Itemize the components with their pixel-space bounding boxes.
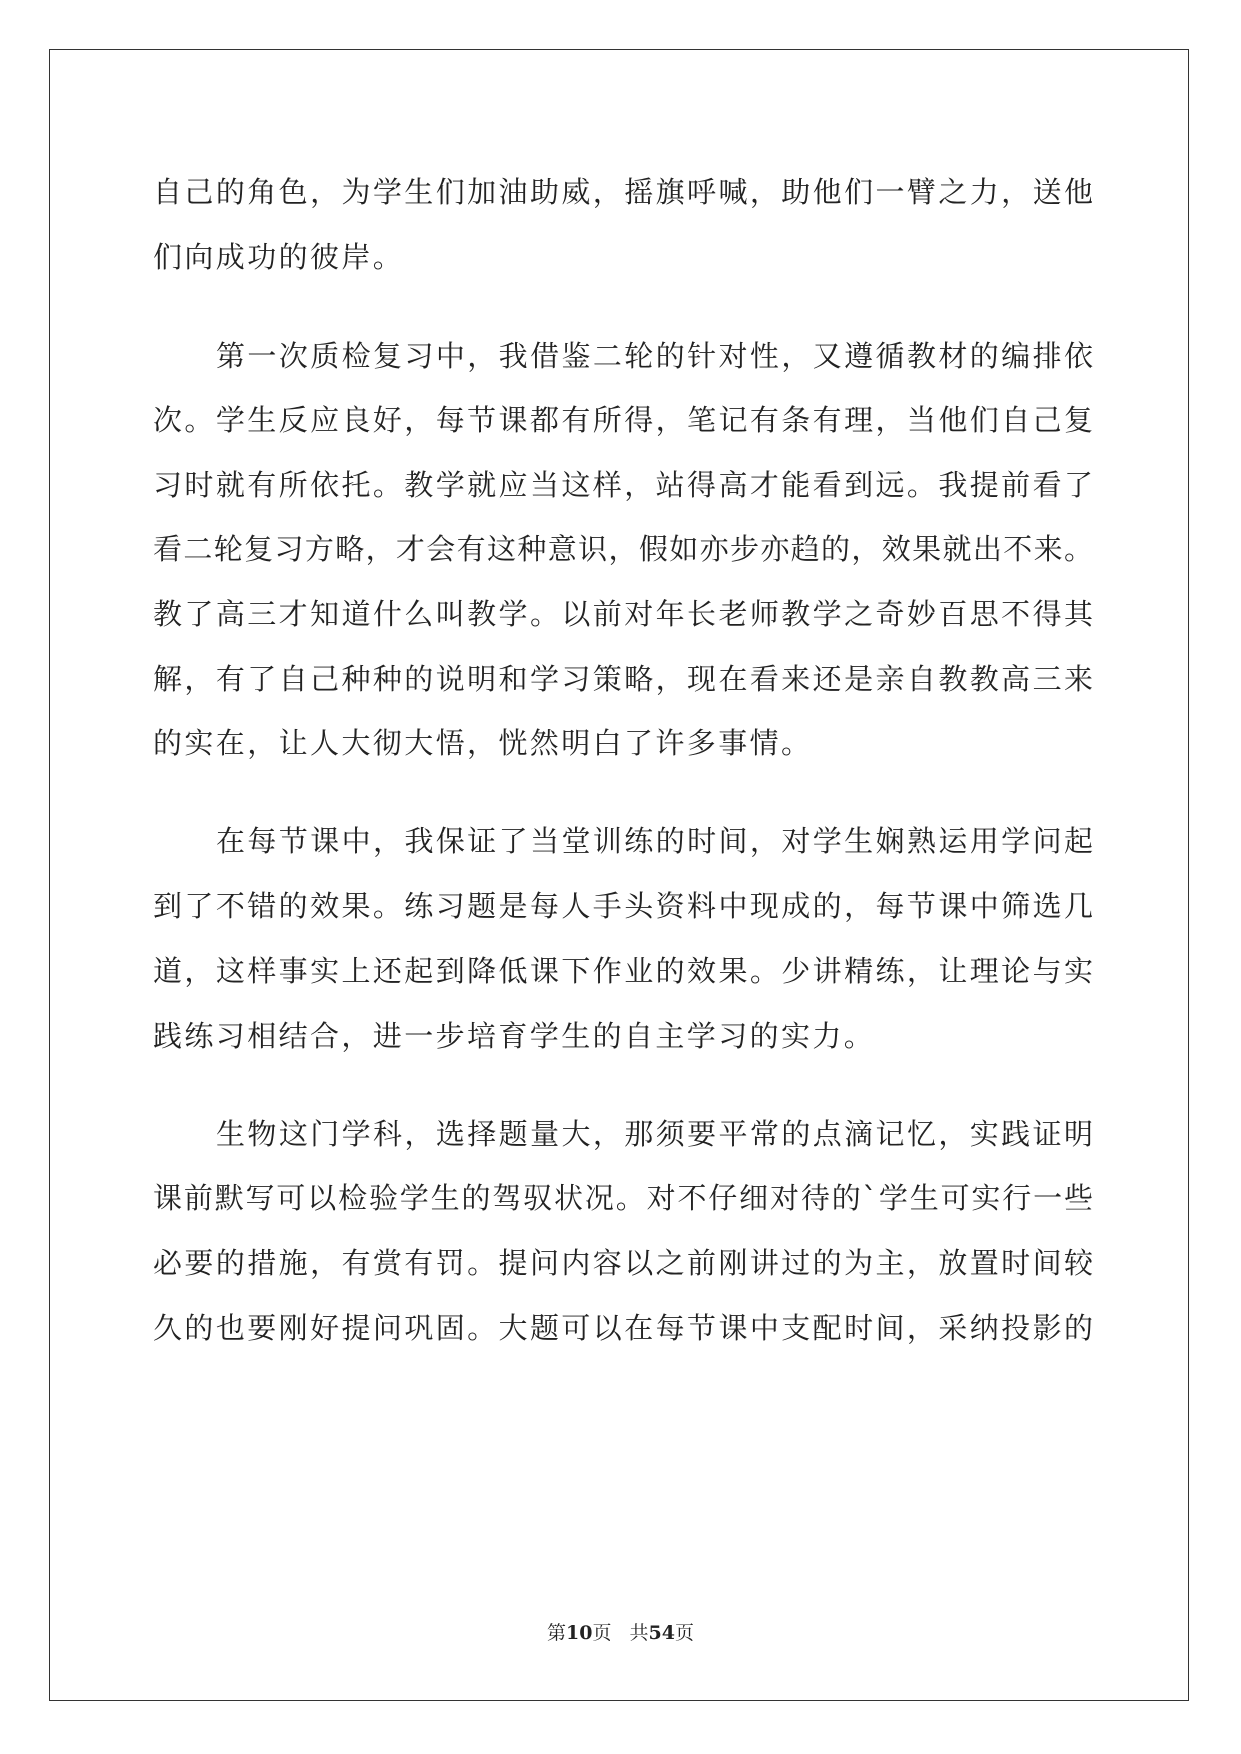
page-total: 54 bbox=[648, 1622, 675, 1644]
text-line: 课前默写可以检验学生的驾驭状况。对不仔细对待的`学生可实行一些 bbox=[153, 1181, 1093, 1215]
paragraph-first-line: 生物这门学科，选择题量大，那须要平常的点滴记忆，实践证明 bbox=[216, 1117, 1093, 1151]
text-line: 看二轮复习方略，才会有这种意识，假如亦步亦趋的，效果就出不来。 bbox=[153, 532, 1093, 566]
text-line: 次。学生反应良好，每节课都有所得，笔记有条有理，当他们自己复 bbox=[153, 403, 1093, 437]
text-line: 道，这样事实上还起到降低课下作业的效果。少讲精练，让理论与实 bbox=[153, 954, 1093, 988]
paragraph-first-line: 在每节课中，我保证了当堂训练的时间，对学生娴熟运用学问起 bbox=[216, 824, 1093, 858]
total-suffix: 页 bbox=[674, 1622, 694, 1644]
text-line: 习时就有所依托。教学就应当这样，站得高才能看到远。我提前看了 bbox=[153, 468, 1093, 502]
text-line: 到了不错的效果。练习题是每人手头资料中现成的，每节课中筛选几 bbox=[153, 889, 1093, 923]
page-footer bbox=[0, 1618, 1241, 1645]
text-line: 的实在，让人大彻大悟，恍然明白了许多事情。 bbox=[153, 726, 813, 760]
text-line: 久的也要刚好提问巩固。大题可以在每节课中支配时间，采纳投影的 bbox=[153, 1311, 1093, 1345]
page-suffix: 页 bbox=[592, 1622, 612, 1644]
page-current: 10 bbox=[566, 1622, 593, 1644]
paragraph-first-line: 第一次质检复习中，我借鉴二轮的针对性，又遵循教材的编排依 bbox=[216, 339, 1093, 373]
text-line: 解，有了自己种种的说明和学习策略，现在看来还是亲自教教高三来 bbox=[153, 662, 1093, 696]
text-line: 必要的措施，有赏有罚。提问内容以之前刚讲过的为主，放置时间较 bbox=[153, 1246, 1093, 1280]
page-border bbox=[49, 49, 1189, 1701]
total-prefix: 共 bbox=[629, 1622, 649, 1644]
text-line: 们向成功的彼岸。 bbox=[153, 240, 405, 274]
text-line: 教了高三才知道什么叫教学。以前对年长老师教学之奇妙百思不得其 bbox=[153, 597, 1093, 631]
text-line: 践练习相结合，进一步培育学生的自主学习的实力。 bbox=[153, 1019, 876, 1053]
page-prefix: 第 bbox=[547, 1622, 567, 1644]
text-line: 自己的角色，为学生们加油助威，摇旗呼喊，助他们一臂之力，送他 bbox=[153, 175, 1093, 209]
